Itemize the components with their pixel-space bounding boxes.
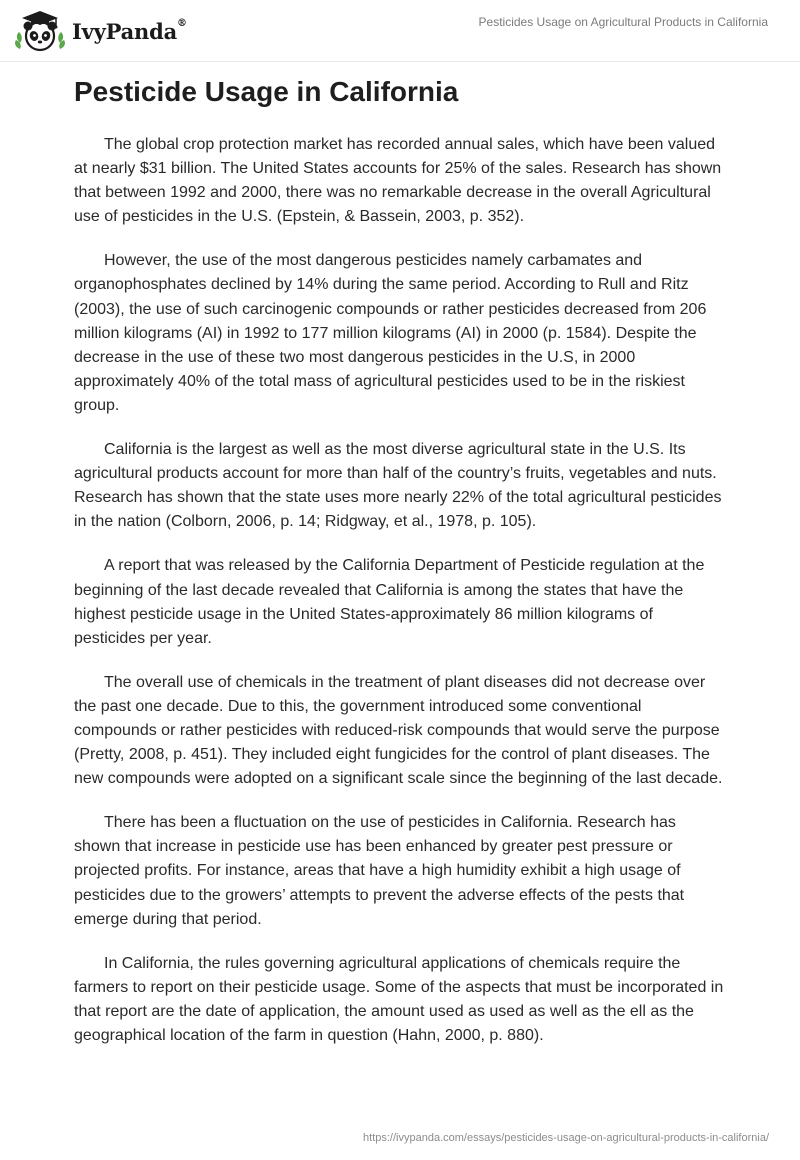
article-body xyxy=(74,133,724,1068)
page-title: Pesticide Usage in California xyxy=(74,76,459,107)
ivypanda-logo[interactable] xyxy=(14,9,204,53)
header-divider xyxy=(0,61,800,62)
paragraph: However, the use of the most dangerous pesticides namely carbamates and organophosphates declined by 14% during the same period. According to Rull and Ritz (2003), the use of such carcinogenic compounds or rather pesticides decreased from 206 million kilograms (AI) in 1992 to 177 million kilograms (AI) in 2000 (p. 1584). Despite the decrease in the use of these two most dangerous pesticides in the U.S, in 2000 approximately 40% of the total mass of agricultural pesticides used to be in the riskiest group. xyxy=(74,252,707,414)
paragraph: A report that was released by the California Department of Pesticide regulation at the beginning of the last decade revealed that California is among the states that have the highest pesticide usage in the United States-approximately 86 million kilograms of pesticides per year. xyxy=(74,557,705,647)
paragraph: California is the largest as well as the most diverse agricultural state in the U.S. Its agricultural products account for more than half of the country’s fruits, vegetables and nuts. Research has shown that the state uses more nearly 22% of the total agricultural pesticides in the nation (Colborn, 2006, p. 14; Ridgway, et al., 1978, p. 105). xyxy=(74,441,722,531)
page-header xyxy=(0,0,800,62)
logo-text: IvyPanda® xyxy=(72,18,187,44)
paragraph: There has been a fluctuation on the use of pesticides in California. Research has shown that increase in pesticide use has been enhanced by greater pest pressure or projected profits. For instance, areas that have a high humidity exhibit a high usage of pesticides due to the growers’ attempts to prevent the adverse effects of the pests that emerge during that period. xyxy=(74,814,685,928)
paragraph: In California, the rules governing agricultural applications of chemicals require the farmers to report on their pesticide usage. Some of the aspects that must be incorporated in that report are the date of application, the amount used as used as well as the ell as the geographical location of the farm in question (Hahn, 2000, p. 880). xyxy=(74,954,724,1044)
panda-graduate-icon xyxy=(14,9,66,53)
source-url-link[interactable]: https://ivypanda.com/essays/pesticides-usage-on-agricultural-products-in-california/ xyxy=(363,1132,769,1144)
document-title: Pesticides Usage on Agricultural Products in California xyxy=(478,15,768,29)
paragraph: The overall use of chemicals in the treatment of plant diseases did not decrease over the past one decade. Due to this, the government introduced some conventional compounds or rather pesticides with reduced-risk compounds that would serve the purpose (Pretty, 2008, p. 451). They included eight fungicides for the control of plant diseases. The new compounds were adopted on a significant scale since the beginning of the last decade. xyxy=(74,673,723,788)
paragraph: The global crop protection market has recorded annual sales, which have been valued at nearly $31 billion. The United States accounts for 25% of the sales. Research has shown that between 1992 and 2000, there was no remarkable decrease in the overall Agricultural use of pesticides in the U.S. (Epstein, & Bassein, 2003, p. 352). xyxy=(74,136,722,226)
